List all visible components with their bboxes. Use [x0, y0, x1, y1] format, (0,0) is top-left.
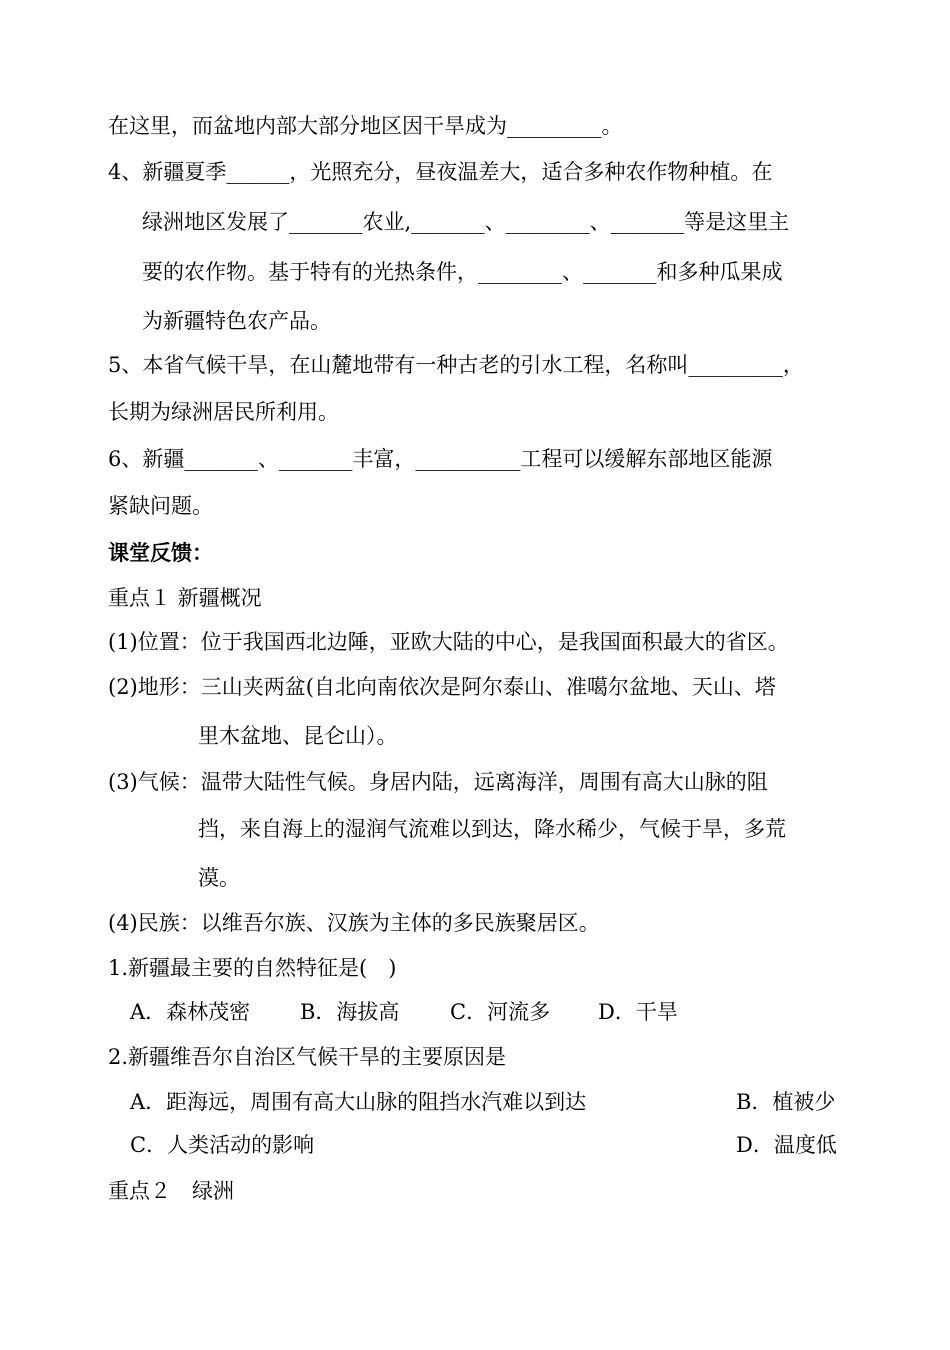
text-line: (4)民族：以维吾尔族、汉族为主体的多民族聚居区。	[108, 911, 600, 935]
question-6: 6、新疆_______、_______丰富，__________工程可以缓解东部地区能源	[108, 447, 773, 471]
q1-option-a: A．森林茂密	[130, 1000, 251, 1024]
text-line: 在这里，而盆地内部大部分地区因干旱成为_________。	[108, 114, 623, 138]
text-line: (3)气候：温带大陆性气候。身居内陆，远离海洋，周围有高大山脉的阻	[108, 770, 768, 794]
key-point-2: 重点２ 绿洲	[108, 1179, 234, 1203]
text-line: 挡，来自海上的湿润气流难以到达，降水稀少，气候于旱，多荒	[198, 817, 786, 841]
q2-option-b: B．植被少	[736, 1090, 836, 1114]
question-2: 2.新疆维吾尔自治区气候干旱的主要原因是	[108, 1045, 507, 1069]
question-1: 1.新疆最主要的自然特征是( )	[108, 956, 397, 980]
text-line: 里木盆地、昆仑山）。	[198, 724, 398, 748]
q2-option-a: A．距海远，周围有高大山脉的阻挡水汽难以到达	[130, 1090, 587, 1114]
key-point-1: 重点１ 新疆概况	[108, 586, 262, 610]
text-line: 要的农作物。基于特有的光热条件，________、_______和多种瓜果成	[142, 260, 783, 284]
q2-option-c: C．人类活动的影响	[130, 1133, 315, 1157]
text-line: 漠。	[198, 866, 240, 890]
q2-option-d: D．温度低	[736, 1133, 837, 1157]
question-4: 4、新疆夏季______，光照充分，昼夜温差大，适合多种农作物种植。在	[108, 160, 773, 184]
q1-option-b: B．海拔高	[300, 1000, 400, 1024]
text-line: 绿洲地区发展了_______农业,_______、________、_______等是这里主	[142, 210, 790, 234]
text-line: (1)位置：位于我国西北边陲，亚欧大陆的中心，是我国面积最大的省区。	[108, 630, 789, 654]
section-heading: 课堂反馈：	[108, 540, 213, 565]
text-line: 长期为绿洲居民所利用。	[108, 400, 339, 424]
question-5: 5、本省气候干旱，在山麓地带有一种古老的引水工程，名称叫_________，	[108, 353, 804, 377]
text-line: 为新疆特色农产品。	[142, 309, 331, 333]
text-line: 紧缺问题。	[108, 494, 213, 518]
q1-option-d: D．干旱	[598, 1000, 678, 1024]
q1-option-c: C．河流多	[450, 1000, 551, 1024]
text-line: (2)地形：三山夹两盆(自北向南依次是阿尔泰山、准噶尔盆地、天山、塔	[108, 675, 776, 699]
